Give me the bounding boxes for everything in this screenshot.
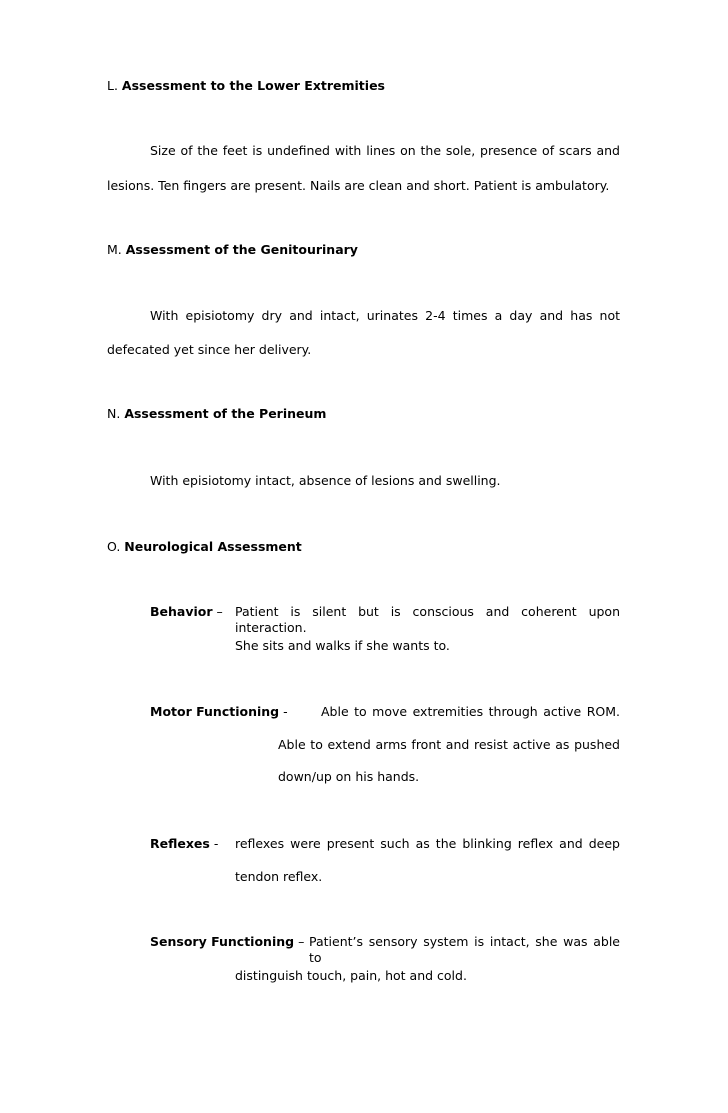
section-title: Neurological Assessment (124, 539, 302, 554)
paragraph-line: down/up on his hands. (278, 769, 420, 784)
paragraph-line: defecated yet since her delivery. (107, 342, 312, 357)
motor-term (150, 704, 288, 720)
term-separator: - (283, 704, 288, 719)
term-separator: - (213, 836, 219, 851)
section-title: Assessment of the Perineum (124, 406, 327, 421)
paragraph-line: tendon reflex. (235, 869, 323, 884)
paragraph-line: With episiotomy intact, absence of lesions and swelling. (150, 473, 501, 488)
behavior-term (150, 604, 223, 620)
paragraph-line: Patient is silent but is conscious and coherent upon interaction. (235, 604, 620, 635)
term-label: Reflexes (150, 836, 210, 851)
section-letter: L. (107, 78, 118, 93)
section-n-heading (107, 406, 326, 422)
paragraph-line: lesions. Ten fingers are present. Nails are clean and short. Patient is ambulatory. (107, 178, 610, 193)
reflexes-term (150, 836, 218, 852)
paragraph-line: Patient’s sensory system is intact, she was able to (309, 934, 620, 965)
term-separator: – (298, 934, 305, 949)
section-l-heading (107, 78, 385, 94)
term-label: Behavior (150, 604, 213, 619)
paragraph-line: Able to extend arms front and resist active as pushed (278, 737, 620, 752)
paragraph-line: With episiotomy dry and intact, urinates 2-4 times a day and has not (150, 308, 620, 323)
section-title: Assessment of the Genitourinary (125, 242, 358, 257)
section-o-heading (107, 539, 302, 555)
sensory-term (150, 934, 304, 950)
paragraph-line: She sits and walks if she wants to. (235, 638, 450, 653)
term-separator: – (216, 604, 223, 619)
section-m-heading (107, 242, 358, 258)
paragraph-line: reflexes were present such as the blinking reflex and deep (235, 836, 620, 851)
section-title: Assessment to the Lower Extremities (121, 78, 385, 93)
section-letter: O. (107, 539, 121, 554)
paragraph-line: Size of the feet is undefined with lines on the sole, presence of scars and (150, 143, 620, 158)
section-letter: M. (107, 242, 122, 257)
paragraph-line: distinguish touch, pain, hot and cold. (235, 968, 467, 983)
paragraph-line: Able to move extremities through active ROM. (321, 704, 620, 719)
section-letter: N. (107, 406, 121, 421)
term-label: Sensory Functioning (150, 934, 295, 949)
term-label: Motor Functioning (150, 704, 280, 719)
